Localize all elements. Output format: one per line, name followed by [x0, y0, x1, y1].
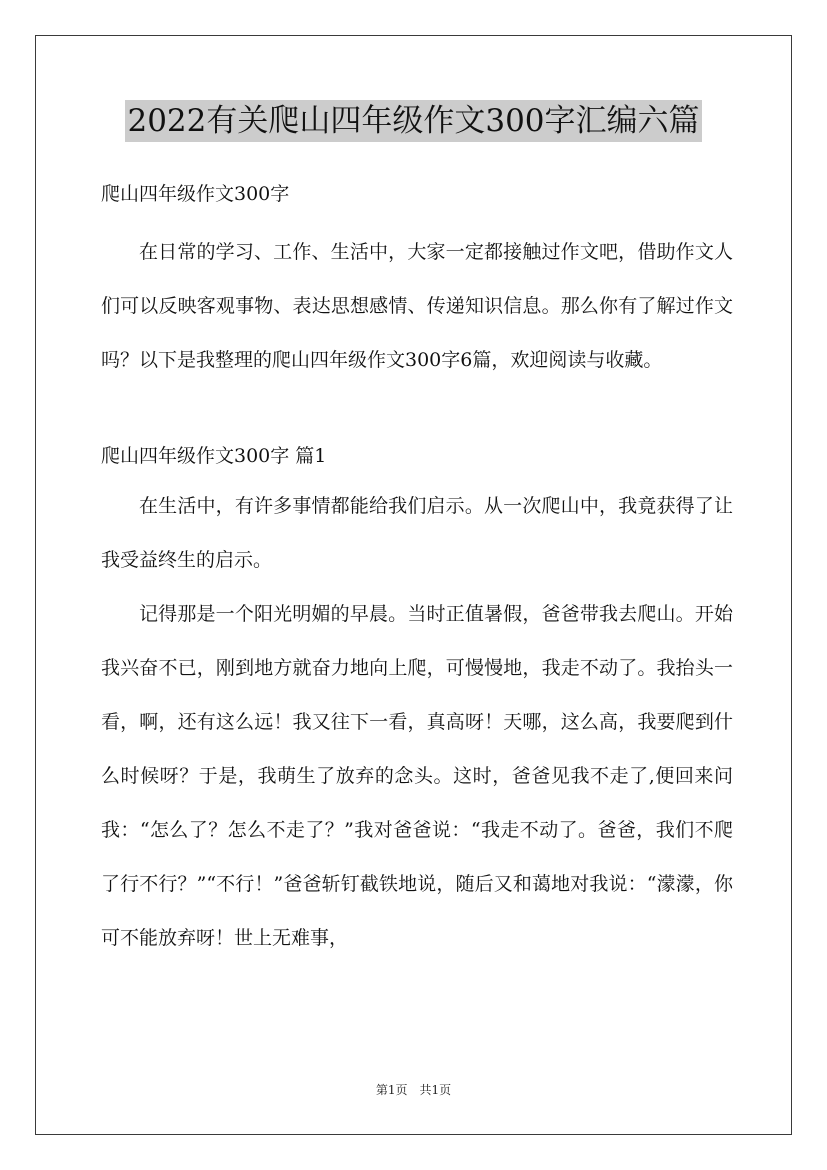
title-container	[0, 100, 827, 142]
body-paragraph-1: 在生活中，有许多事情都能给我们启示。从一次爬山中，我竟获得了让我受益终生的启示。	[101, 495, 733, 571]
spacer	[101, 215, 733, 225]
body-paragraph-2: 记得那是一个阳光明媚的早晨。当时正值暑假，爸爸带我去爬山。开始我兴奋不已，刚到地方就奋力地向上爬，可慢慢地，我走不动了。我抬头一看，啊，还有这么远！我又往下一看，真高呀！天哪，这么高，我要爬到什么时候呀？于是，我萌生了放弃的念头。这时，爸爸见我不走了,便回来问我：“怎么了？怎么不走了？”我对爸爸说：“我走不动了。爸爸，我们不爬了行不行？”“不行！”爸爸斩钉截铁地说，随后又和蔼地对我说：“濛濛，你可不能放弃呀！世上无难事，	[101, 603, 733, 949]
spacer	[101, 387, 733, 435]
document-body	[101, 173, 733, 965]
document-title: 2022有关爬山四年级作文300字汇编六篇	[125, 100, 701, 142]
intro-paragraph: 在日常的学习、工作、生活中，大家一定都接触过作文吧，借助作文人们可以反映客观事物、表达思想感情、传递知识信息。那么你有了解过作文吗？以下是我整理的爬山四年级作文300字6篇，欢迎阅读与收藏。	[101, 241, 733, 371]
page-footer: 第1页 共1页	[375, 1083, 452, 1097]
intro-heading: 爬山四年级作文300字	[101, 183, 290, 205]
section-heading: 爬山四年级作文300字 篇1	[101, 445, 327, 467]
